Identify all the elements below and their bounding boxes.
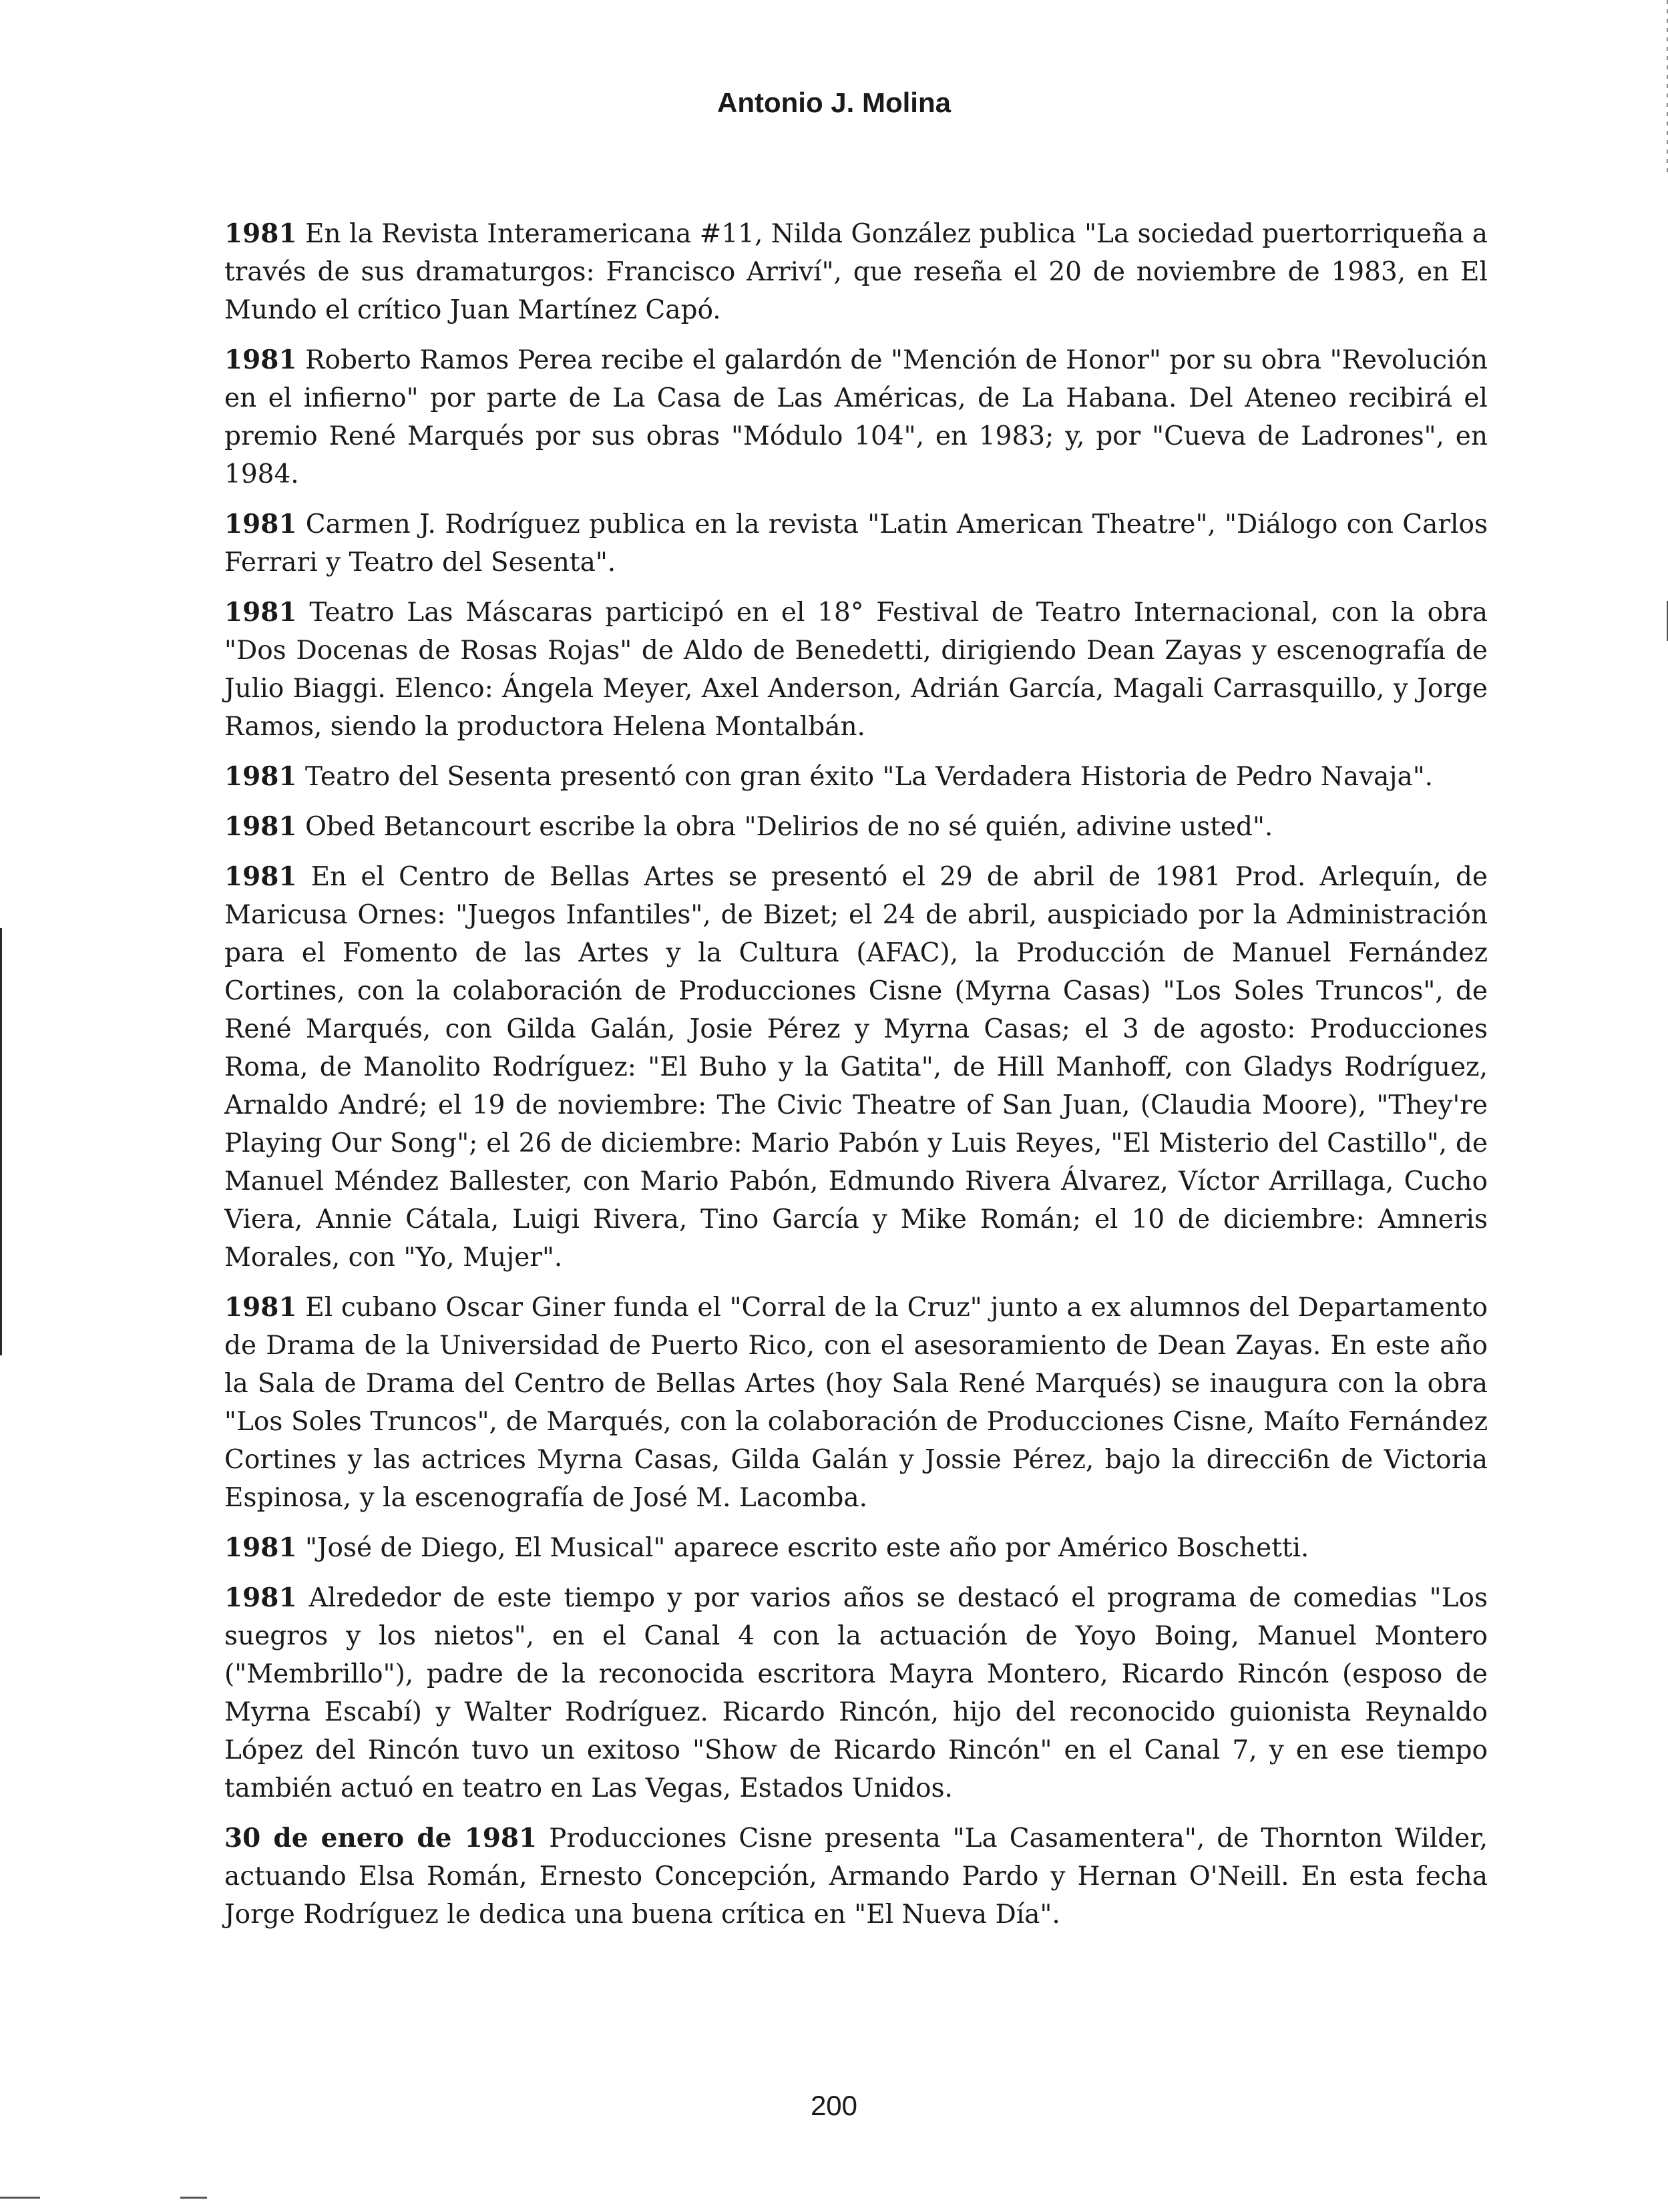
- entry-date: 30 de enero de 1981: [224, 1823, 538, 1853]
- chronology-entry: [224, 505, 1488, 582]
- entry-date: 1981: [224, 861, 297, 892]
- chronology-entry: [224, 594, 1488, 746]
- chronology-text: [224, 215, 1488, 1946]
- entry-text: Alrededor de este tiempo y por varios años se destacó el programa de comedias "Los suegros y los nietos", en el Canal 4 con la actuación de Yoyo Boing, Manuel Montero ("Membrillo"), padre de la reconocida escritora Mayra Montero, Ricardo Rincón (esposo de Myrna Escabí) y Walter Rodríguez. Ricardo Rincón, hijo del reconocido guionista Reynaldo López del Rincón tuvo un exitoso "Show de Ricardo Rincón" en el Canal 7, y en ese tiempo también actuó en teatro en Las Vegas, Estados Unidos.: [224, 1583, 1488, 1803]
- entry-text: Teatro Las Máscaras participó en el 18° Festival de Teatro Internacional, con la obra "Dos Docenas de Rosas Rojas" de Aldo de Benedetti, dirigiendo Dean Zayas y escenografía de Julio Biaggi. Elenco: Ángela Meyer, Axel Anderson, Adrián García, Magali Carrasquillo, y Jorge Ramos, siendo la productora Helena Montalbán.: [224, 598, 1488, 742]
- page-number: 200: [810, 2090, 858, 2121]
- entry-date: 1981: [224, 345, 297, 375]
- entry-date: 1981: [224, 509, 297, 539]
- scan-mark: [180, 2197, 207, 2199]
- entry-date: 1981: [224, 811, 297, 842]
- entry-date: 1981: [224, 597, 297, 628]
- entry-date: 1981: [224, 1532, 297, 1563]
- entry-date: 1981: [224, 761, 297, 792]
- running-header-author: Antonio J. Molina: [717, 87, 951, 118]
- entry-text: Teatro del Sesenta presentó con gran éxito "La Verdadera Historia de Pedro Navaja".: [296, 762, 1434, 792]
- chronology-entry: [224, 1579, 1488, 1807]
- scan-edge-left: [0, 928, 2, 1355]
- entry-date: 1981: [224, 1292, 297, 1323]
- chronology-entry: [224, 341, 1488, 493]
- entry-text: "José de Diego, El Musical" aparece escrito este año por Américo Boschetti.: [296, 1533, 1309, 1563]
- entry-text: En el Centro de Bellas Artes se presentó el 29 de abril de 1981 Prod. Arlequín, de Maricusa Ornes: "Juegos Infantiles", de Bizet; el 24 de abril, auspiciado por la Administración para el Fomento de las Artes y la Cultura (AFAC), la Producción de Manuel Fernández Cortines, con la colaboración de Producciones Cisne (Myrna Casas) "Los Soles Truncos", de René Marqués, con Gilda Galán, Josie Pérez y Myrna Casas; el 3 de agosto: Producciones Roma, de Manolito Rodríguez: "El Buho y la Gatita", de Hill Manhoff, con Gladys Rodríguez, Arnaldo André; el 19 de noviembre: The Civic Theatre of San Juan, (Claudia Moore), "They're Playing Our Song"; el 26 de diciembre: Mario Pabón y Luis Reyes, "El Misterio del Castillo", de Manuel Méndez Ballester, con Mario Pabón, Edmundo Rivera Álvarez, Víctor Arrillaga, Cucho Viera, Annie Cátala, Luigi Rivera, Tino García y Mike Román; el 10 de diciembre: Amneris Morales, con "Yo, Mujer".: [224, 862, 1488, 1273]
- chronology-entry: [224, 808, 1488, 846]
- chronology-entry: [224, 1819, 1488, 1934]
- entry-text: El cubano Oscar Giner funda el "Corral de la Cruz" junto a ex alumnos del Departamento de Drama de la Universidad de Puerto Rico, con el asesoramiento de Dean Zayas. En este año la Sala de Drama del Centro de Bellas Artes (hoy Sala René Marqués) se inaugura con la obra "Los Soles Truncos", de Marqués, con la colaboración de Producciones Cisne, Maíto Fernández Cortines y las actrices Myrna Casas, Gilda Galán y Jossie Pérez, bajo la direcci6n de Victoria Espinosa, y la escenografía de José M. Lacomba.: [224, 1293, 1488, 1513]
- entry-text: Roberto Ramos Perea recibe el galardón de "Mención de Honor" por su obra "Revolución en el infierno" por parte de La Casa de Las Américas, de La Habana. Del Ateneo recibirá el premio René Marqués por sus obras "Módulo 104", en 1983; y, por "Cueva de Ladrones", en 1984.: [224, 345, 1488, 489]
- scan-mark: [0, 2197, 40, 2199]
- chronology-entry: [224, 215, 1488, 329]
- chronology-entry: [224, 858, 1488, 1277]
- entry-date: 1981: [224, 1582, 297, 1613]
- entry-text: Carmen J. Rodríguez publica en la revista "Latin American Theatre", "Diálogo con Carlos Ferrari y Teatro del Sesenta".: [224, 509, 1488, 578]
- chronology-entry: [224, 758, 1488, 796]
- chronology-entry: [224, 1289, 1488, 1517]
- entry-text: En la Revista Interamericana #11, Nilda González publica "La sociedad puertorriqueña a través de sus dramaturgos: Francisco Arriví", que reseña el 20 de noviembre de 1983, en El Mundo el crítico Juan Martínez Capó.: [224, 219, 1488, 325]
- entry-text: Obed Betancourt escribe la obra "Delirios de no sé quién, adivine usted".: [296, 812, 1273, 842]
- chronology-entry: [224, 1529, 1488, 1567]
- entry-text: Producciones Cisne presenta "La Casamentera", de Thornton Wilder, actuando Elsa Román, Ernesto Concepción, Armando Pardo y Hernan O'Neill. En esta fecha Jorge Rodríguez le dedica una buena crítica en "El Nueva Día".: [224, 1823, 1488, 1930]
- entry-date: 1981: [224, 218, 297, 249]
